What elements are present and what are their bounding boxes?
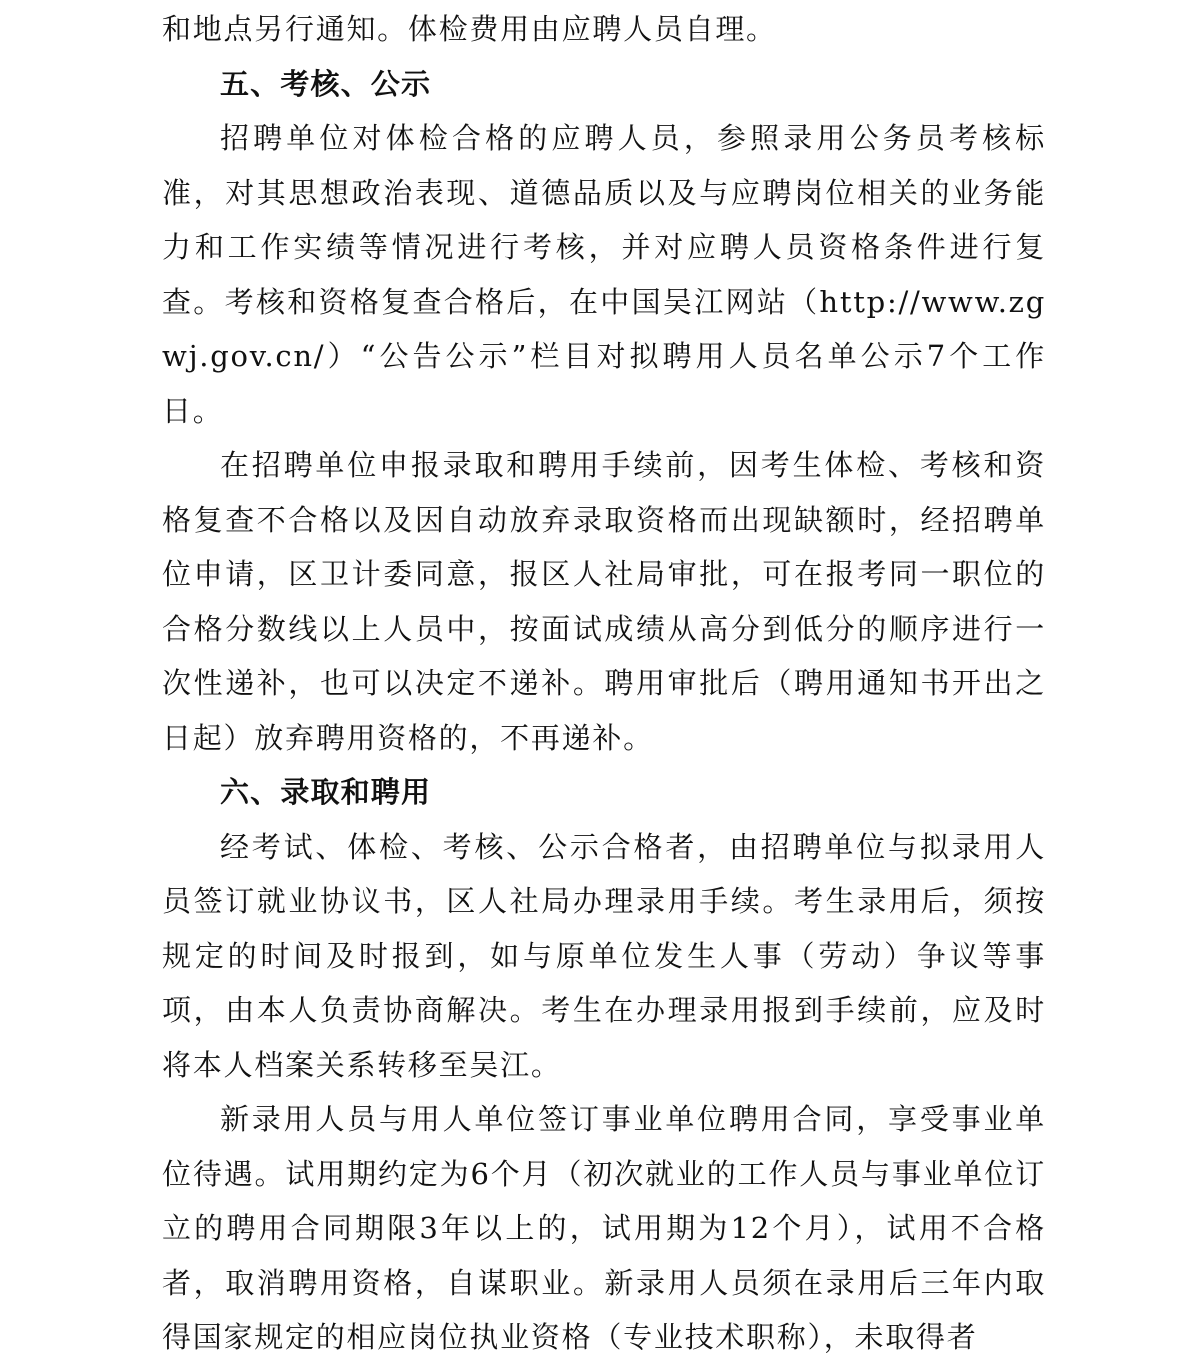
paragraph-contract-probation: 新录用人员与用人单位签订事业单位聘用合同，享受事业单位待遇。试用期约定为6个月（初次就业的工作人员与事业单位订立的聘用合同期限3年以上的，试用期为12个月），试用不合格者，取消聘用资格，自谋职业。新录用人员须在录用后三年内取得国家规定的相应岗位执业资格（专业技术职称），未取得者 [162,1102,1046,1354]
section-heading-assessment: 五、考核、公示 [220,66,432,101]
paragraph-exam-location-note: 和地点另行通知。体检费用由应聘人员自理。 [162,12,777,46]
section-heading-hiring: 六、录取和聘用 [220,775,432,809]
paragraph-vacancy-replacement: 在招聘单位申报录取和聘用手续前，因考生体检、考核和资格复查不合格以及因自动放弃录取资格而出现缺额时，经招聘单位申请，区卫计委同意，报区人社局审批，可在报考同一职位的合格分数线以上人员中，按面试成绩从高分到低分的顺序进行一次性递补，也可以决定不递补。聘用审批后（聘用通知书开出之日起）放弃聘用资格的，不再递补。 [162,448,1046,755]
document-page [162,0,1046,1365]
paragraph-assessment: 招聘单位对体检合格的应聘人员，参照录用公务员考核标准，对其思想政治表现、道德品质以及与应聘岗位相关的业务能力和工作实绩等情况进行考核，并对应聘人员资格条件进行复查。考核和资格复查合格后，在中国吴江网站（http://www.zgwj.gov.cn/）“公告公示”栏目对拟聘用人员名单公示7个工作日。 [162,121,1046,428]
paragraph-hiring-procedure: 经考试、体检、考核、公示合格者，由招聘单位与拟录用人员签订就业协议书，区人社局办理录用手续。考生录用后，须按规定的时间及时报到，如与原单位发生人事（劳动）争议等事项，由本人负责协商解决。考生在办理录用报到手续前，应及时将本人档案关系转移至吴江。 [162,829,1046,1082]
